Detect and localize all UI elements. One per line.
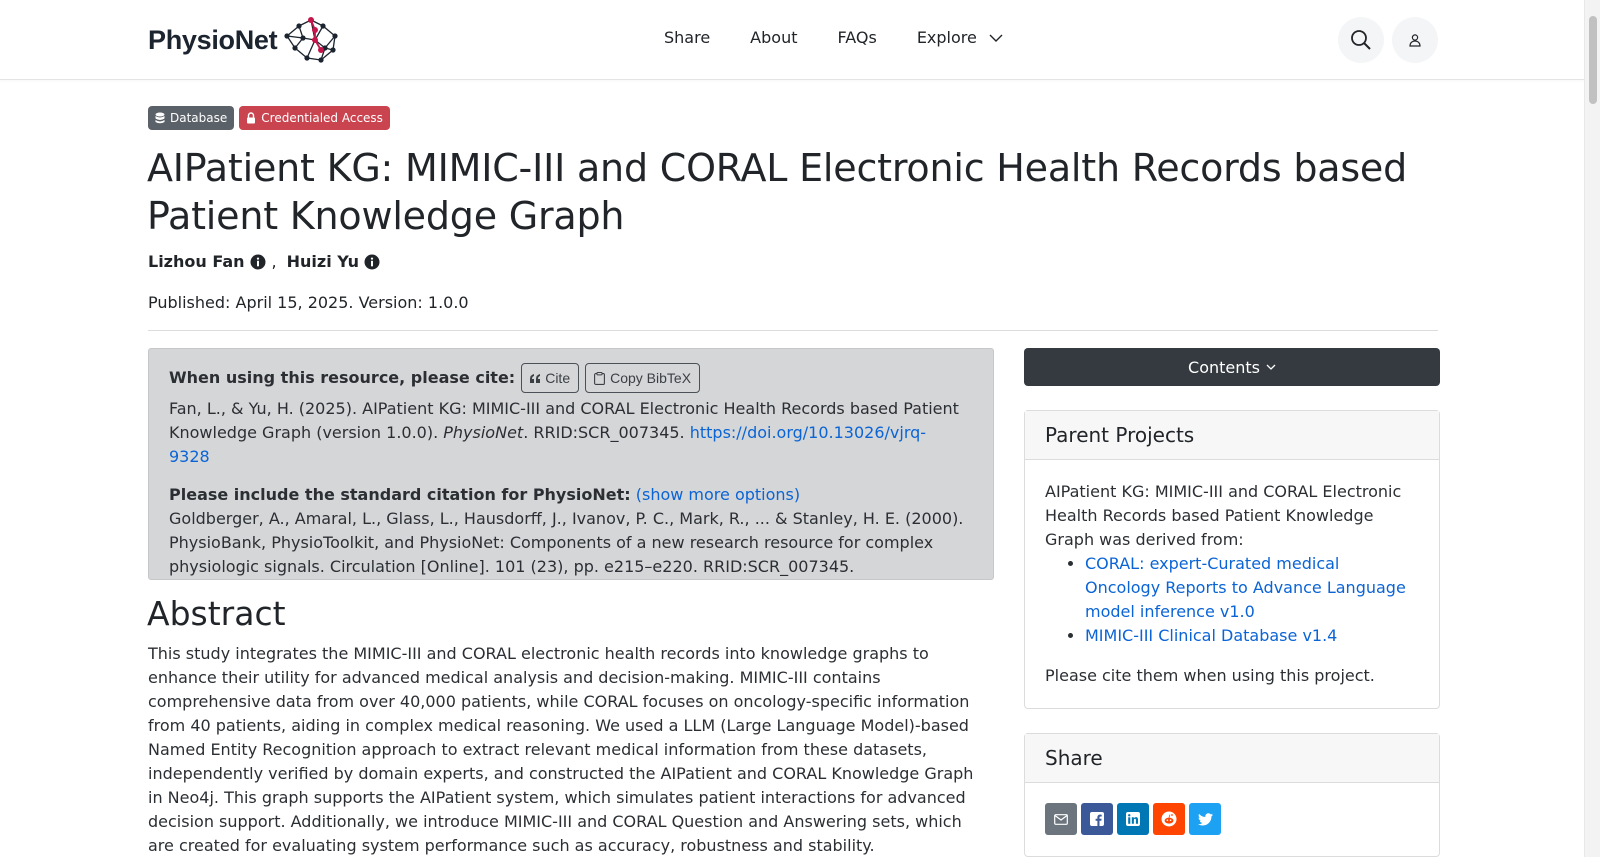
facebook-icon bbox=[1090, 812, 1104, 826]
search-button[interactable] bbox=[1338, 17, 1384, 63]
linkedin-icon bbox=[1126, 812, 1140, 826]
share-email-button[interactable] bbox=[1045, 803, 1077, 835]
site-header bbox=[0, 0, 1584, 80]
database-icon bbox=[155, 112, 165, 124]
parent-projects-card bbox=[1024, 410, 1440, 709]
cite-button[interactable]: Cite bbox=[521, 363, 579, 393]
twitter-icon bbox=[1198, 813, 1213, 826]
contents-dropdown-button[interactable]: Contents bbox=[1024, 348, 1440, 386]
nav-about[interactable]: About bbox=[750, 28, 798, 47]
standard-citation-text: Goldberger, A., Amaral, L., Glass, L., Hausdorff, J., Ivanov, P. C., Mark, R., ... & Stanley, H. E. (2000). PhysioBank, PhysioToolkit, and PhysioNet: Components of a new research resource for complex physiologic signals. Circulation [Online]. 101 (23), pp. e215–e220. RRID:SCR_007345. bbox=[169, 509, 964, 576]
network-graph-icon bbox=[281, 14, 339, 66]
info-icon[interactable] bbox=[250, 254, 266, 270]
divider bbox=[148, 330, 1438, 331]
parent-projects-body bbox=[1025, 460, 1439, 708]
share-twitter-button[interactable] bbox=[1189, 803, 1221, 835]
share-heading: Share bbox=[1025, 734, 1439, 783]
citation-header: When using this resource, please cite: Cite Copy BibTeX bbox=[169, 363, 973, 393]
parent-project-link-coral[interactable]: CORAL: expert-Curated medical Oncology Reports to Advance Language model inference v1.0 bbox=[1085, 554, 1406, 621]
author-list bbox=[148, 252, 384, 271]
parent-projects-list bbox=[1085, 552, 1419, 648]
clipboard-icon bbox=[594, 372, 605, 385]
nav-explore[interactable]: Explore bbox=[917, 28, 1003, 47]
citation-text: Fan, L., & Yu, H. (2025). AIPatient KG: MIMIC-III and CORAL Electronic Health Records based Patient Knowledge Graph (version 1.0.0). PhysioNet. RRID:SCR_007345. https://doi.org/10.13026/vjrq-9328 bbox=[169, 399, 959, 466]
share-reddit-button[interactable] bbox=[1153, 803, 1185, 835]
reddit-icon bbox=[1161, 811, 1177, 827]
logo-text: PhysioNet bbox=[148, 24, 278, 55]
info-icon[interactable] bbox=[364, 254, 380, 270]
abstract-text: This study integrates the MIMIC-III and CORAL electronic health records into knowledge graphs to enhance their utility for advanced medical analysis and decision-making. MIMIC-III contains comprehensive data from over 40,000 patients, while CORAL focuses on oncology-specific information from 40 patients, aiding in complex medical reasoning. We used a LLM (Large Language Model)-based Named Entity Recognition approach to extract relevant medical information from these datasets, independently verified by domain experts, and constructed the AIPatient and CORAL Knowledge Graph in Neo4j. This graph supports the AIPatient system, which simulates patient interactions for advanced decision support. Additionally, we introduce MIMIC-III and CORAL Question and Answering sets, which are created for evaluating system performance such as accuracy, robustness and stability. bbox=[148, 644, 974, 855]
page-scrollbar[interactable] bbox=[1584, 0, 1600, 857]
list-item bbox=[1085, 624, 1419, 648]
parent-projects-heading: Parent Projects bbox=[1025, 411, 1439, 460]
scrollbar-thumb[interactable] bbox=[1589, 16, 1597, 104]
chevron-down-icon bbox=[989, 34, 1003, 42]
show-more-options-link[interactable]: (show more options) bbox=[635, 485, 801, 504]
search-icon bbox=[1350, 29, 1372, 51]
share-card bbox=[1024, 733, 1440, 857]
user-icon bbox=[1408, 33, 1422, 47]
parent-project-link-mimic[interactable]: MIMIC-III Clinical Database v1.4 bbox=[1085, 626, 1338, 645]
parent-projects-intro: AIPatient KG: MIMIC-III and CORAL Electronic Health Records based Patient Knowledge Graph was derived from: bbox=[1045, 482, 1402, 549]
copy-bibtex-button[interactable]: Copy BibTeX bbox=[585, 363, 700, 393]
main-nav bbox=[664, 28, 1043, 47]
parent-projects-footer: Please cite them when using this project. bbox=[1045, 666, 1375, 685]
chevron-down-icon bbox=[1266, 364, 1276, 370]
lock-icon bbox=[246, 112, 256, 124]
physionet-logo[interactable] bbox=[148, 14, 339, 66]
nav-share[interactable]: Share bbox=[664, 28, 711, 47]
author-separator: , bbox=[271, 252, 277, 271]
doi-link[interactable]: https://doi.org/10.13026/vjrq-9328 bbox=[169, 423, 927, 466]
standard-citation: Please include the standard citation for PhysioNet: (show more options) Goldberger, A., Amaral, L., Glass, L., Hausdorff, J., Ivanov, P. C., Mark, R., ... & Stanley, H. E. (2000). PhysioBank, PhysioToolkit, and PhysioNet: Components of a new research resource for complex physiologic signals. Circulation [Online]. 101 (23), pp. e215–e220. RRID:SCR_007345. bbox=[169, 483, 973, 579]
share-icons bbox=[1025, 783, 1439, 855]
share-linkedin-button[interactable] bbox=[1117, 803, 1149, 835]
credentialed-access-badge[interactable]: Credentialed Access bbox=[239, 106, 390, 130]
list-item bbox=[1085, 552, 1419, 624]
account-button[interactable] bbox=[1392, 17, 1438, 63]
published-date: Published: April 15, 2025. Version: 1.0.0 bbox=[148, 293, 469, 312]
author-name[interactable]: Huizi Yu bbox=[286, 252, 360, 271]
citation-box bbox=[148, 348, 994, 580]
project-badges bbox=[148, 106, 395, 130]
abstract-heading: Abstract bbox=[147, 594, 286, 633]
page-title: AIPatient KG: MIMIC-III and CORAL Electronic Health Records based Patient Knowledge Graph bbox=[147, 146, 1408, 238]
author-name[interactable]: Lizhou Fan bbox=[148, 252, 245, 271]
database-badge[interactable]: Database bbox=[148, 106, 234, 130]
quote-icon bbox=[530, 374, 540, 383]
share-facebook-button[interactable] bbox=[1081, 803, 1113, 835]
email-icon bbox=[1054, 814, 1068, 825]
nav-faqs[interactable]: FAQs bbox=[837, 28, 877, 47]
